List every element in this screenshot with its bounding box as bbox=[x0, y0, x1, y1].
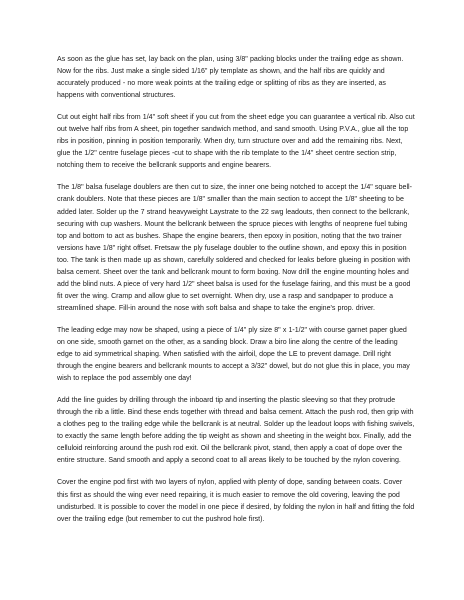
paragraph-6: Cover the engine pod first with two layers of nylon, applied with plenty of dope, sanding between coats. Cover this first as should the wing ever need repairing, it is much easier to remove the old covering, leaving the pod undisturbed. It is possible to cover the model in one piece if desired, by folding the nylon in half and fitting the fold over the trailing edge (but remember to cut the pushrod hole first). bbox=[57, 479, 415, 523]
document-body bbox=[57, 54, 415, 536]
paragraph-5: Add the line guides by drilling through the inboard tip and inserting the plastic sleeving so that they protrude through the rib a little. Bind these ends together with thread and balsa cement. Attach the push rod, then grip with a clothes peg to the trailing edge while the bellcrank is at neutral. Solder up the leadout loops with fishing swivels, to exactly the same length before adding the tip weight as shown and sheeting in the weight box. Finally, add the celluloid reinforcing around the push rod exit. Oil the bellcrank pivot, stand, then apply a coat of dope over the entire structure. Sand smooth and apply a second coat to all areas likely to be touched by the nylon covering. bbox=[57, 397, 415, 465]
paragraph-4: The leading edge may now be shaped, using a piece of 1/4" ply size 8" x 1-1/2" with course garnet paper glued on one side, smooth garnet on the other, as a sanding block. Draw a biro line along the centre of the leading edge to aid symmetrical shaping. When satisfied with the airfoil, dope the LE to prevent damage. Drill right through the engine bearers and bellcrank mounts to accept a 3/32" dowel, but do not glue this in place, you may wish to replace the pod assembly one day! bbox=[57, 326, 410, 383]
paragraph-3: The 1/8" balsa fuselage doublers are then cut to size, the inner one being notched to accept the 1/4" square bell-crank doublers. Note that these pieces are 1/8" smaller than the main section to accept the 1/8" sheeting to be added later. Solder up the 7 strand heavyweight Laystrate to the 22 swg leadouts, then connect to the bellcrank, securing with cup washers. Mount the bellcrank between the spruce pieces with lengths of neoprene fuel tubing top and bottom to act as bushes. Shape the engine bearers, then epoxy in position, noting that the two trainer versions have 1/8" right offset. Fretsaw the ply fuselage doubler to the outline shown, and epoxy this in position too. The tank is then made up as shown, carefully soldered and checked for leaks before glueing in position with balsa cement. Sheet over the tank and bellcrank mount to form boxing. Now drill the engine mounting holes and add the blind nuts. A piece of very hard 1/2" sheet balsa is used for the fuselage fairing, and this must be a good fit over the wing. Cramp and allow glue to set overnight. When dry, use a rasp and sandpaper to produce a streamlined shape. Fill-in around the nose with soft balsa and shape to take the engine's prop. driver. bbox=[57, 184, 412, 312]
paragraph-1: As soon as the glue has set, lay back on the plan, using 3/8" packing blocks under the trailing edge as shown. Now for the ribs. Just make a single sided 1/16" ply template as shown, and the half ribs are quickly and accurately produced - no more weak points at the trailing edge or splitting of ribs as they are inserted, as happens with conventional structures. bbox=[57, 56, 404, 100]
paragraph-2: Cut out eight half ribs from 1/4" soft sheet if you cut from the sheet edge you can guarantee a vertical rib. Also cut out twelve half ribs from A sheet, pin together sandwich method, and sand smooth. Using P.V.A., glue all the top ribs in position, pinning in position temporarily. When dry, turn structure over and add the remaining ribs. Next, glue the 1/2" centre fuselage pieces -cut to shape with the rib template to the 1/4" sheet centre section strip, notching them to receive the bellcrank supports and engine bearers. bbox=[57, 114, 415, 170]
